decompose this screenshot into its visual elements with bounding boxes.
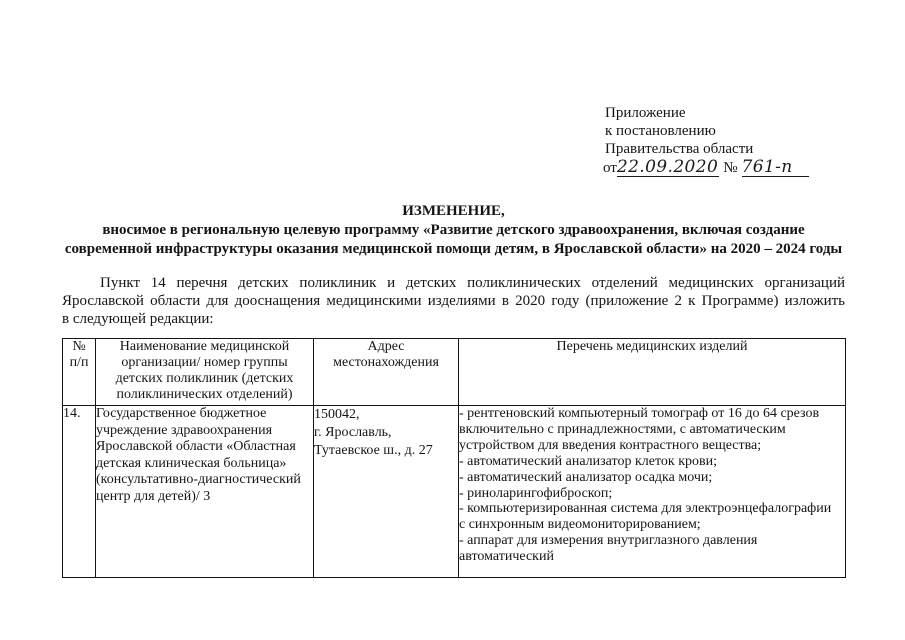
header-text: поликлинических отделений) bbox=[116, 387, 293, 402]
device-list-item bbox=[459, 486, 845, 502]
device-line: - автоматический анализатор осадка мочи; bbox=[459, 469, 713, 485]
cell-number bbox=[63, 406, 96, 578]
cell-devices bbox=[459, 406, 846, 578]
appendix-label: Приложение bbox=[605, 105, 686, 121]
title-subtitle-line: вносимое в региональную целевую программу «Развитие детского здравоохранения, включая создание bbox=[102, 222, 805, 238]
device-list-item bbox=[459, 501, 845, 533]
intro-line: в следующей редакции: bbox=[62, 311, 214, 327]
device-line: автоматический bbox=[459, 549, 554, 565]
header-text: № bbox=[72, 339, 86, 354]
document-title bbox=[1, 202, 905, 259]
header-text: детских поликлиник (детских bbox=[115, 371, 294, 386]
header-cell-devices bbox=[459, 339, 846, 406]
number-sign: № bbox=[723, 160, 738, 176]
device-line: - аппарат для измерения внутриглазного давления bbox=[459, 533, 758, 549]
intro-paragraph bbox=[62, 274, 845, 328]
devices-table bbox=[62, 338, 846, 578]
cell-address bbox=[314, 406, 459, 578]
header-text: Наименование медицинской bbox=[119, 339, 290, 354]
intro-line: Пункт 14 перечня детских поликлиник и детских поликлинических отделений медицинских организаций bbox=[100, 275, 845, 291]
header-cell-address bbox=[314, 339, 459, 406]
device-list-item bbox=[459, 454, 845, 470]
device-line: включительно с принадлежностями, с автоматическим bbox=[459, 421, 786, 437]
organization-line: Государственное бюджетное bbox=[96, 406, 267, 421]
device-list-item bbox=[459, 533, 845, 565]
decree-date-number-line bbox=[603, 158, 809, 178]
header-text: организации/ номер группы bbox=[121, 355, 288, 370]
device-line: - рентгеновский компьютерный томограф от 16 до 64 срезов bbox=[459, 406, 820, 421]
header-text: Перечень медицинских изделий bbox=[556, 339, 748, 354]
header-cell-number bbox=[63, 339, 96, 406]
device-list-item bbox=[459, 406, 845, 454]
handwritten-number: 761-п bbox=[742, 158, 809, 177]
appendix-block bbox=[605, 104, 809, 178]
device-list-item bbox=[459, 470, 845, 486]
organization-line: детская клиническая больница» bbox=[96, 455, 287, 471]
appendix-decree-line: к постановлению bbox=[605, 123, 716, 139]
cell-organization bbox=[96, 406, 314, 578]
device-line: - автоматический анализатор клеток крови; bbox=[459, 453, 718, 469]
date-prefix: от bbox=[603, 160, 617, 176]
table-row bbox=[63, 406, 846, 578]
organization-line: учреждение здравоохранения bbox=[96, 422, 273, 438]
header-text: Адрес bbox=[367, 339, 405, 354]
address-line: Тутаевское ш., д. 27 bbox=[314, 443, 433, 458]
appendix-government-line: Правительства области bbox=[605, 141, 754, 157]
device-line: - компьютеризированная система для электроэнцефалографии bbox=[459, 501, 832, 517]
table-header-row bbox=[63, 339, 846, 406]
address-line: г. Ярославль, bbox=[314, 425, 392, 440]
title-subtitle-line: современной инфраструктуры оказания медицинской помощи детям, в Ярославской области» на 2020 – 2024 годы bbox=[64, 241, 843, 257]
organization-line: центр для детей)/ 3 bbox=[96, 488, 211, 504]
handwritten-date: 22.09.2020 bbox=[616, 157, 719, 177]
device-line: - риноларингофиброскоп; bbox=[459, 485, 613, 501]
row-number: 14. bbox=[63, 406, 81, 421]
header-cell-organization bbox=[96, 339, 314, 406]
title-heading: ИЗМЕНЕНИЕ, bbox=[402, 203, 505, 219]
device-line: устройством для введения контрастного вещества; bbox=[459, 437, 762, 453]
header-text: местонахождения bbox=[333, 355, 439, 370]
device-line: с синхронным видеомониторированием; bbox=[459, 517, 701, 533]
organization-line: (консультативно-диагностический bbox=[96, 472, 301, 488]
address-line: 150042, bbox=[314, 407, 360, 422]
intro-line: Ярославской области для дооснащения медицинскими изделиями в 2020 году (приложение 2 к Программе) изложить bbox=[62, 293, 845, 309]
header-text: п/п bbox=[69, 355, 89, 370]
organization-line: Ярославской области «Областная bbox=[96, 439, 296, 455]
